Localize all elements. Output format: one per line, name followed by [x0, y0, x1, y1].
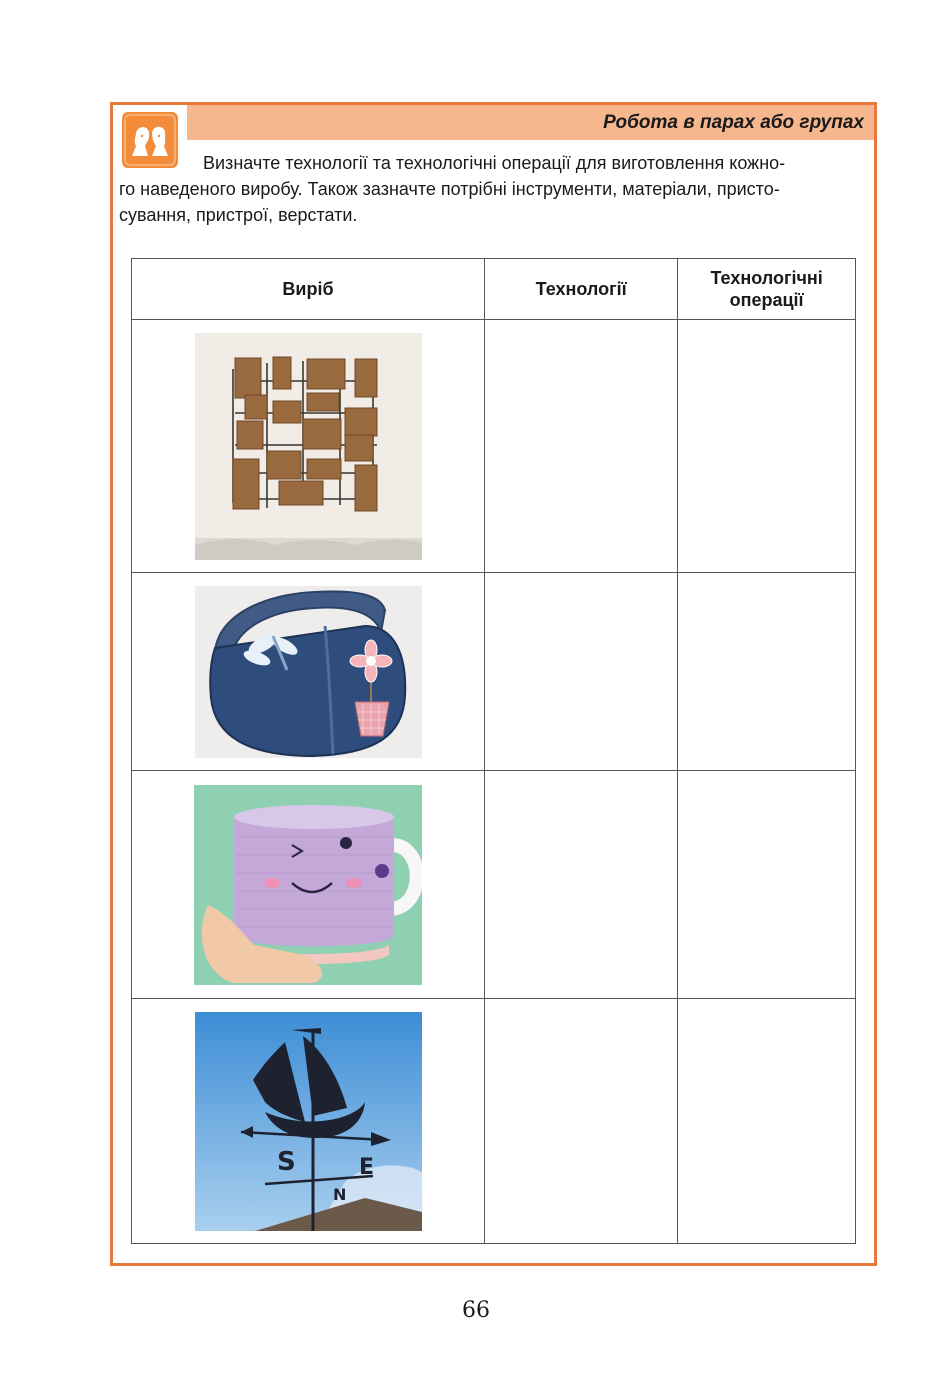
item-cell: [132, 320, 485, 573]
technologies-cell[interactable]: [485, 573, 678, 771]
task-header-title: Робота в парах або групах: [603, 112, 864, 133]
technologies-cell[interactable]: [485, 771, 678, 999]
ship-weathervane-image: [195, 1012, 422, 1231]
operations-cell[interactable]: [678, 573, 856, 771]
header-operations: [678, 259, 856, 320]
instruction-line: Визначте технології та технологічні операції для виготовлення кожно-: [203, 153, 786, 173]
instruction-line: сування, пристрої, верстати.: [119, 205, 358, 225]
operations-cell[interactable]: [678, 771, 856, 999]
table-row: [132, 573, 856, 771]
operations-cell[interactable]: [678, 999, 856, 1244]
table-header-row: [132, 259, 856, 320]
header-operations-label: Технологічні операції: [710, 268, 823, 310]
svg-text:E: E: [358, 1154, 374, 1180]
table-row: [132, 320, 856, 573]
table-row: [132, 999, 856, 1244]
item-cell: [132, 999, 485, 1244]
crocheted-mug-cozy-image: [194, 785, 422, 985]
wooden-wall-panel-image: [195, 333, 422, 560]
page-number: 66: [462, 1298, 490, 1323]
header-technologies: Технології: [485, 259, 678, 320]
task-header-band: [187, 105, 874, 140]
task-instructions: [119, 150, 864, 228]
denim-bag-image: [195, 586, 422, 758]
operations-cell[interactable]: [678, 320, 856, 573]
table-row: [132, 771, 856, 999]
instruction-line: го наведеного виробу. Також зазначте потрібні інструменти, матеріали, присто-: [119, 179, 780, 199]
technologies-cell[interactable]: [485, 999, 678, 1244]
worksheet-table: [131, 258, 856, 1244]
item-cell: [132, 573, 485, 771]
item-cell: [132, 771, 485, 999]
technologies-cell[interactable]: [485, 320, 678, 573]
svg-text:S: S: [276, 1146, 296, 1177]
svg-text:N: N: [332, 1184, 346, 1204]
header-item: Виріб: [132, 259, 485, 320]
